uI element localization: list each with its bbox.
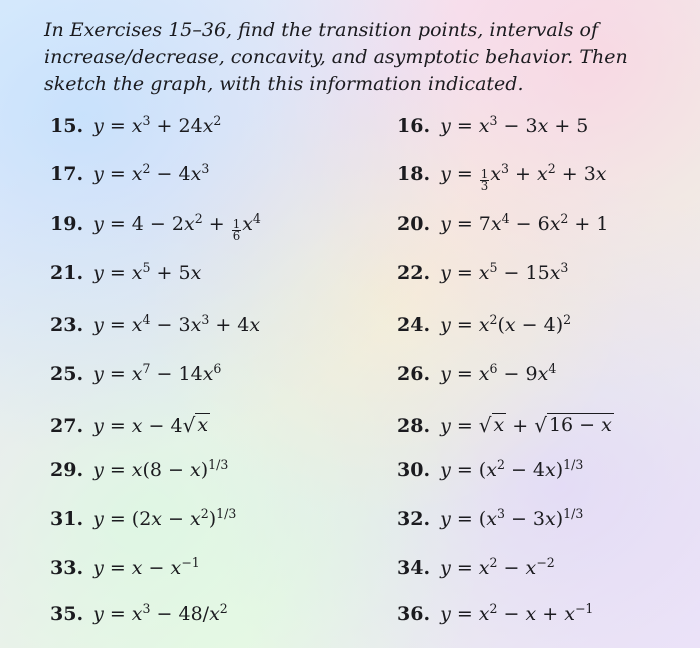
equation: y = $\frac{1}{3}$ $x^3 + x^2 + 3x$ bbox=[440, 161, 607, 194]
equation: $y = x^3 + 24x^2$ bbox=[93, 113, 222, 137]
exercise-23 bbox=[50, 314, 260, 336]
exercise-row bbox=[0, 115, 700, 155]
exercise-21 bbox=[50, 262, 201, 284]
exercise-16 bbox=[397, 115, 588, 137]
equation: $y = x^2(x - 4)^2$ bbox=[440, 312, 572, 336]
exercise-30 bbox=[397, 459, 583, 481]
equation: $y = (x^3 - 3x)^{1/3}$ bbox=[440, 506, 584, 530]
equation: $y = x^2 - x^{-2}$ bbox=[440, 555, 555, 579]
exercise-number: 20. bbox=[397, 213, 431, 235]
exercise-number: 21. bbox=[50, 262, 84, 284]
equation: y = x − 4 √ x bbox=[93, 413, 209, 437]
exercise-number: 23. bbox=[50, 314, 84, 336]
exercise-number: 27. bbox=[50, 415, 84, 437]
exercise-number: 31. bbox=[50, 508, 84, 530]
exercise-number: 24. bbox=[397, 314, 431, 336]
exercise-35 bbox=[50, 603, 228, 625]
exercise-row bbox=[0, 363, 700, 403]
exercise-36 bbox=[397, 603, 593, 625]
equation: $y = x^2 - x + x^{-1}$ bbox=[440, 601, 594, 625]
equation: $y = x - x^{-1}$ bbox=[93, 555, 200, 579]
exercise-number: 30. bbox=[397, 459, 431, 481]
exercise-row bbox=[0, 603, 700, 643]
exercise-26 bbox=[397, 363, 556, 385]
exercise-row bbox=[0, 163, 700, 203]
equation: $y = x^5 - 15x^3$ bbox=[440, 260, 569, 284]
exercise-24 bbox=[397, 314, 571, 336]
equation: $y = x(8 - x)^{1/3}$ bbox=[93, 457, 229, 481]
exercise-number: 16. bbox=[397, 115, 431, 137]
exercise-32 bbox=[397, 508, 583, 530]
exercise-number: 29. bbox=[50, 459, 84, 481]
equation: $y = x^2 - 4x^3$ bbox=[93, 161, 210, 185]
exercise-row bbox=[0, 213, 700, 253]
equation: $y = x^3 - 3x + 5$ bbox=[440, 113, 589, 137]
exercise-17 bbox=[50, 163, 209, 185]
exercise-row bbox=[0, 508, 700, 548]
exercise-34 bbox=[397, 557, 555, 579]
equation: $y = x^4 - 3x^3 + 4x$ bbox=[93, 312, 261, 336]
exercise-number: 15. bbox=[50, 115, 84, 137]
exercise-number: 17. bbox=[50, 163, 84, 185]
exercise-19 bbox=[50, 213, 261, 243]
exercise-number: 28. bbox=[397, 415, 431, 437]
equation: $y = (x^2 - 4x)^{1/3}$ bbox=[440, 457, 584, 481]
exercise-number: 36. bbox=[397, 603, 431, 625]
equation: $y = x^6 - 9x^4$ bbox=[440, 361, 557, 385]
equation: $y = x^7 - 14x^6$ bbox=[93, 361, 222, 385]
equation: y = √ x + √ 16 − x bbox=[440, 413, 612, 437]
exercise-row bbox=[0, 314, 700, 354]
exercise-number: 22. bbox=[397, 262, 431, 284]
exercise-18 bbox=[397, 163, 607, 193]
exercise-number: 25. bbox=[50, 363, 84, 385]
exercise-number: 33. bbox=[50, 557, 84, 579]
equation: $y = (2x - x^2)^{1/3}$ bbox=[93, 506, 237, 530]
exercise-row bbox=[0, 413, 700, 453]
exercise-33 bbox=[50, 557, 200, 579]
exercise-number: 35. bbox=[50, 603, 84, 625]
exercise-number: 18. bbox=[397, 163, 431, 185]
exercise-25 bbox=[50, 363, 221, 385]
exercise-15 bbox=[50, 115, 221, 137]
exercise-row bbox=[0, 262, 700, 302]
exercise-20 bbox=[397, 213, 608, 235]
exercise-number: 26. bbox=[397, 363, 431, 385]
exercise-22 bbox=[397, 262, 568, 284]
equation: $y = x^3 - 48/x^2$ bbox=[93, 601, 228, 625]
equation: $y = 7x^4 - 6x^2 + 1$ bbox=[440, 211, 609, 235]
equation: $y = 4 - 2x^2$ + $\frac{1}{6}$ $x^4$ bbox=[93, 211, 261, 244]
exercise-row bbox=[0, 459, 700, 499]
exercise-28 bbox=[397, 413, 614, 437]
exercise-row bbox=[0, 557, 700, 597]
exercise-31 bbox=[50, 508, 236, 530]
exercise-number: 19. bbox=[50, 213, 84, 235]
exercise-27 bbox=[50, 413, 210, 437]
exercise-instructions: In Exercises 15–36, find the transition points, intervals of increase/decrease, concavity, and asymptotic behavior. Then sketch the graph, with this information indicated. bbox=[44, 19, 628, 95]
equation: $y = x^5 + 5x$ bbox=[93, 260, 202, 284]
exercise-29 bbox=[50, 459, 228, 481]
exercise-number: 34. bbox=[397, 557, 431, 579]
exercise-number: 32. bbox=[397, 508, 431, 530]
